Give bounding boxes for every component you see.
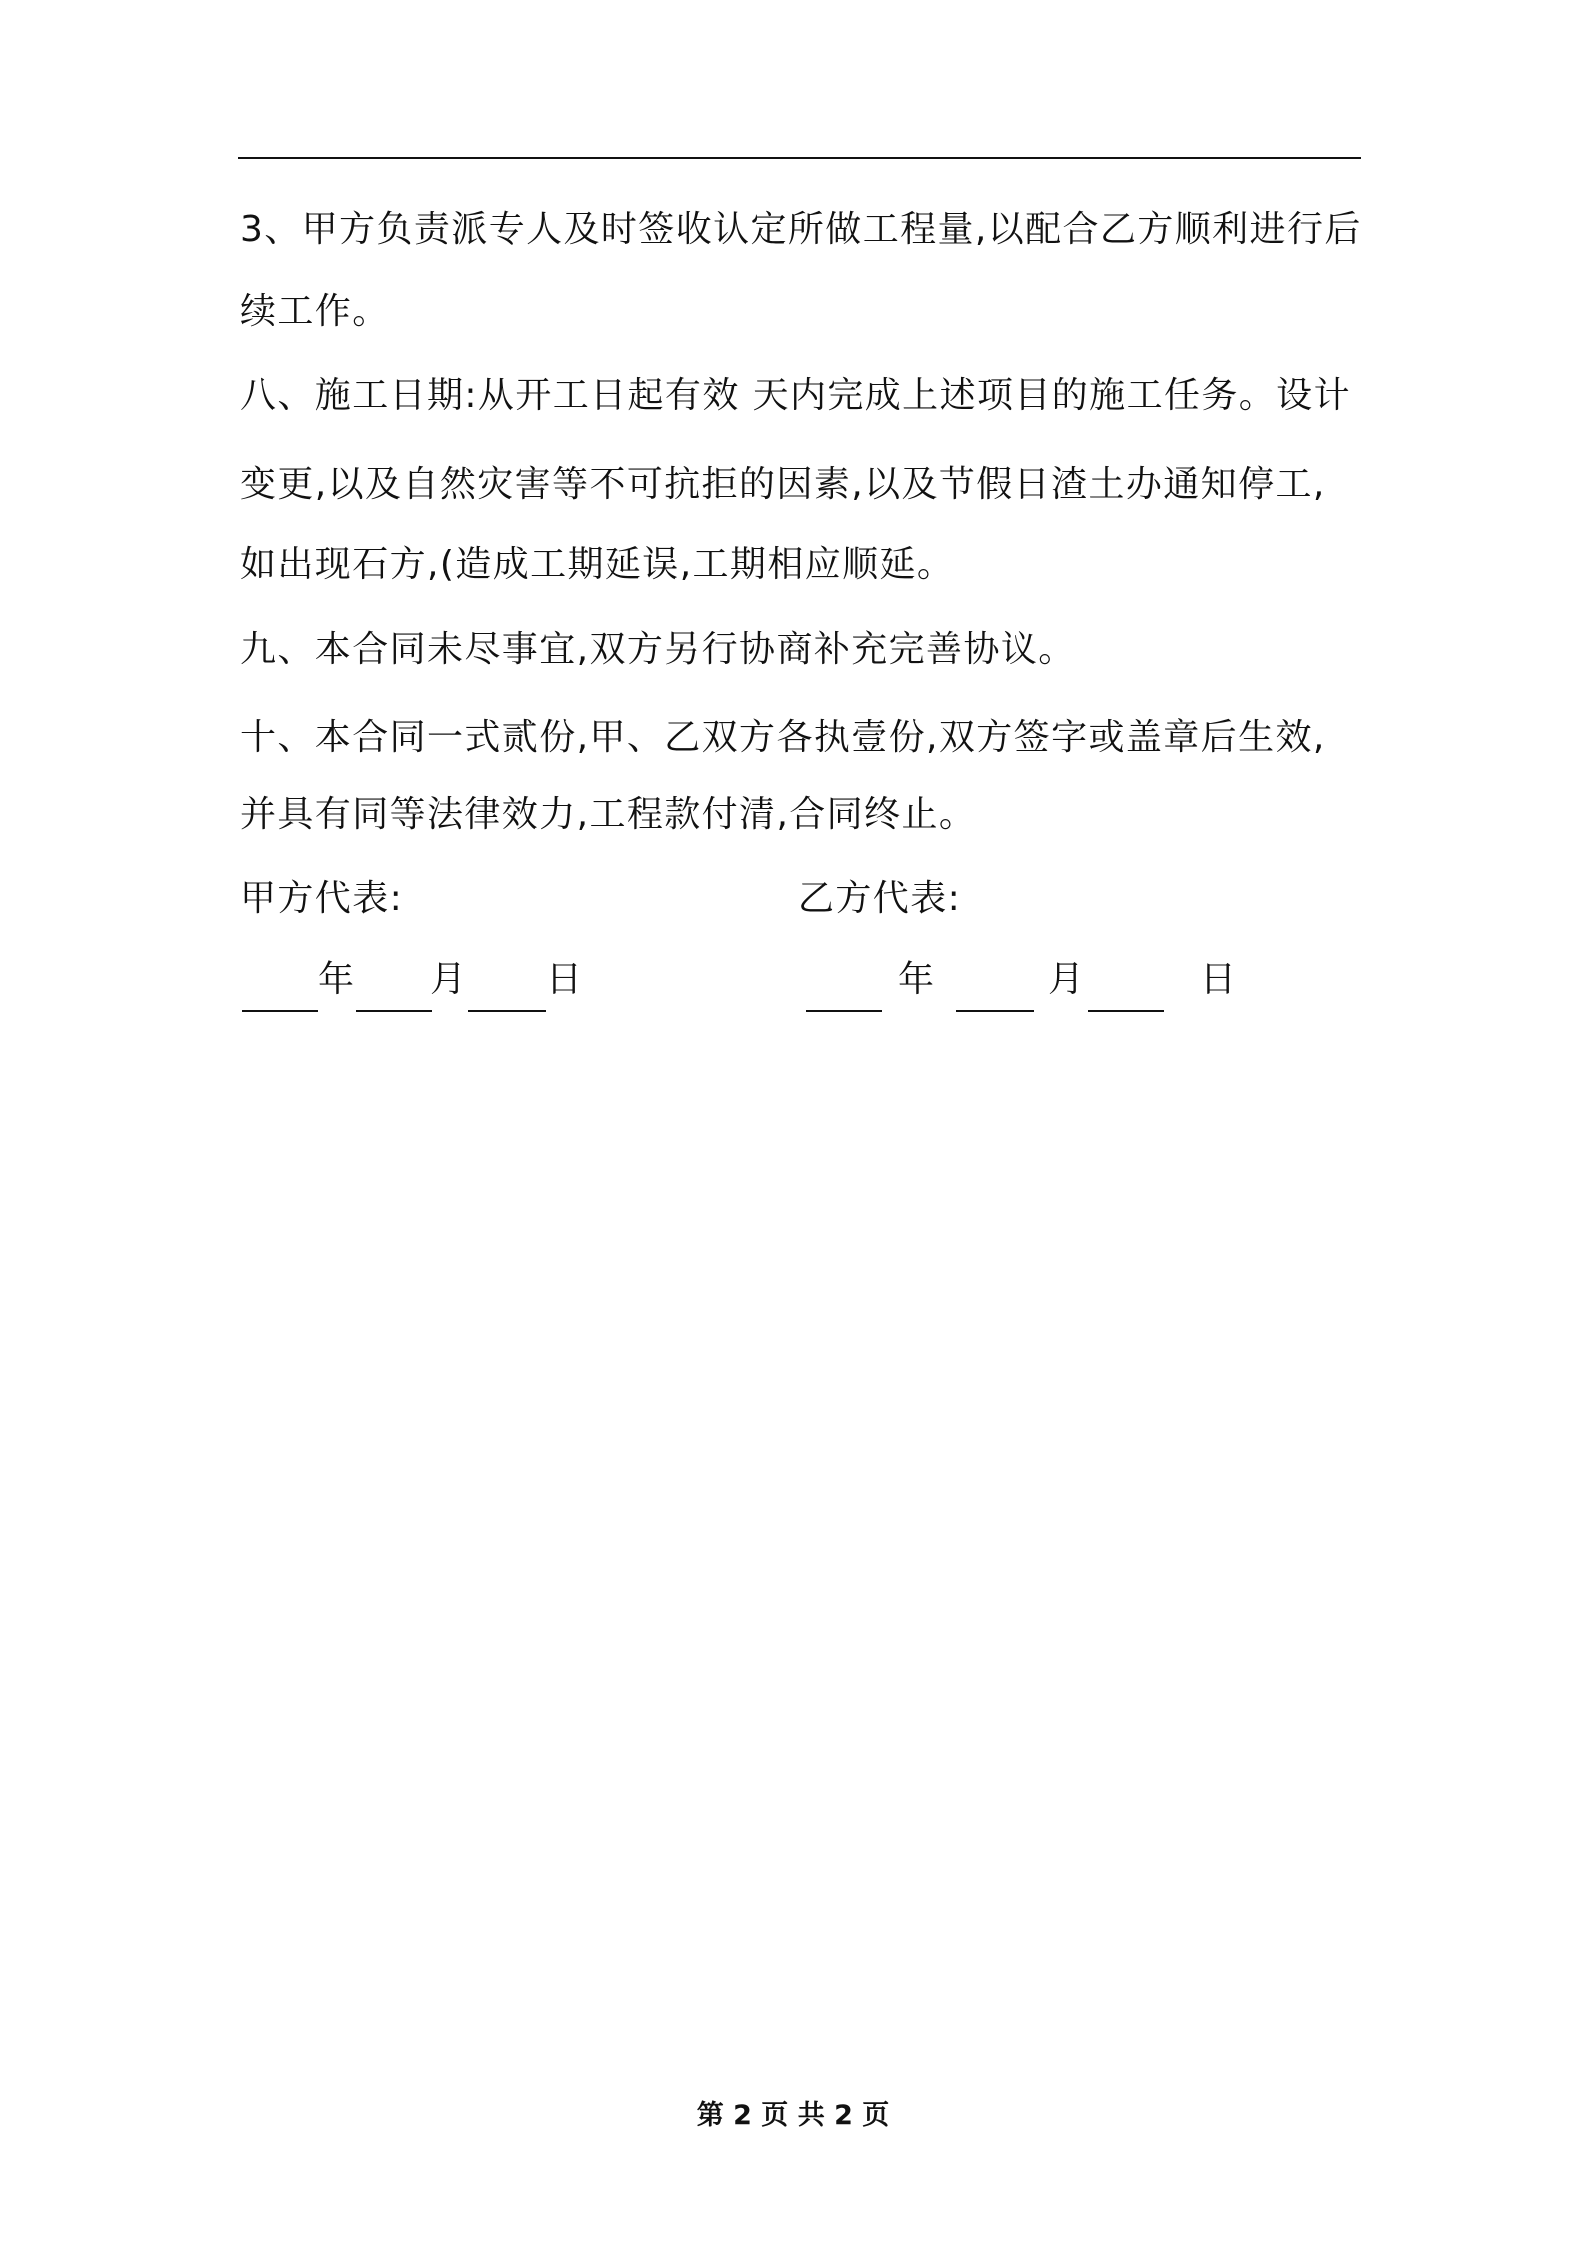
date-row-party-b <box>0 959 1586 1014</box>
text-line-6: 九、本合同未尽事宜,双方另行协商补充完善协议。 <box>240 629 1076 670</box>
month-label-b: 月 <box>1048 959 1085 1000</box>
page-number: 第 2 页 共 2 页 <box>696 2100 890 2131</box>
year-label-a: 年 <box>318 959 355 1000</box>
text-line-1: 3、甲方负责派专人及时签收认定所做工程量,以配合乙方顺利进行后 <box>240 209 1362 250</box>
header-rule <box>238 157 1361 159</box>
month-label-a: 月 <box>430 959 467 1000</box>
month-blank-b <box>956 1010 1034 1012</box>
day-blank-b <box>1088 1010 1164 1012</box>
year-blank-b <box>806 1010 882 1012</box>
text-line-5: 如出现石方,(造成工期延误,工期相应顺延。 <box>240 544 955 585</box>
text-line-4: 变更,以及自然灾害等不可抗拒的因素,以及节假日渣土办通知停工, <box>240 464 1326 505</box>
party-a-label: 甲方代表: <box>240 878 404 919</box>
day-label-a: 日 <box>546 959 583 1000</box>
party-b-label: 乙方代表: <box>798 878 962 919</box>
text-line-2: 续工作。 <box>240 291 390 332</box>
year-label-b: 年 <box>898 959 935 1000</box>
text-line-3: 八、施工日期:从开工日起有效 天内完成上述项目的施工任务。设计 <box>240 375 1351 416</box>
day-label-b: 日 <box>1200 959 1237 1000</box>
text-line-7: 十、本合同一式贰份,甲、乙双方各执壹份,双方签字或盖章后生效, <box>240 717 1326 758</box>
text-line-8: 并具有同等法律效力,工程款付清,合同终止。 <box>240 794 977 835</box>
